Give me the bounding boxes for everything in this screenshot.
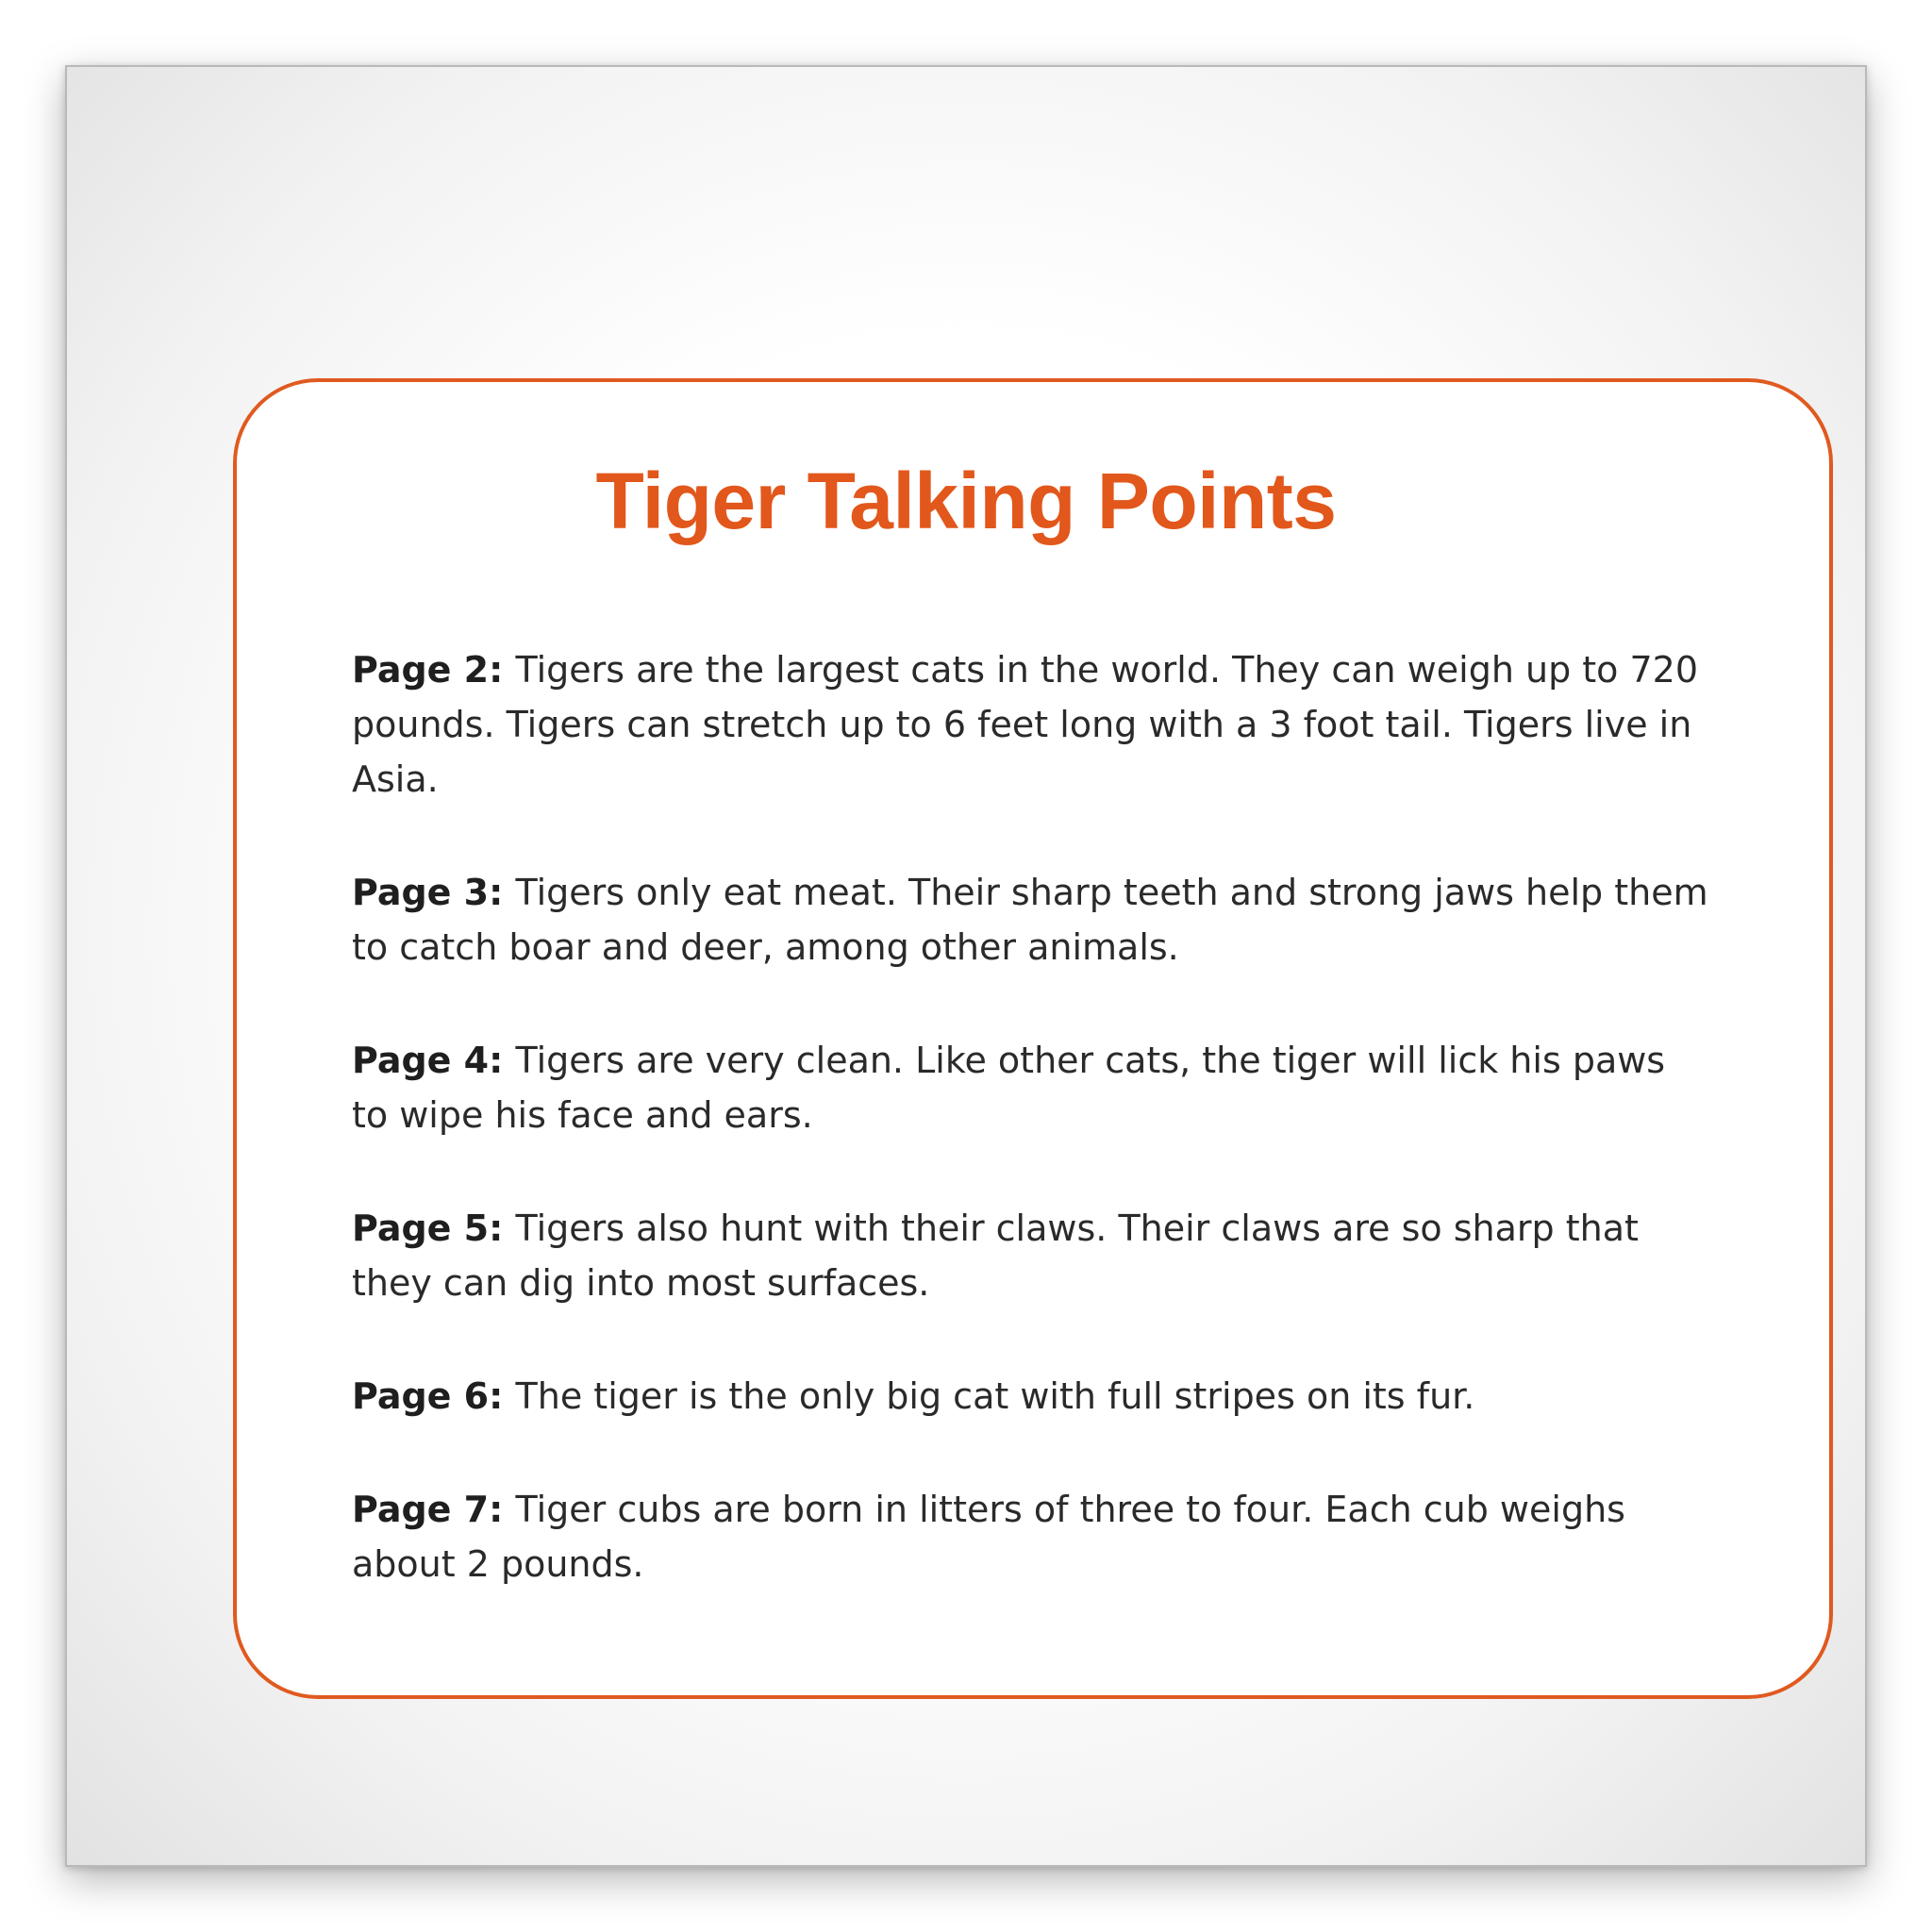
page-label: Page 3: [352, 872, 516, 913]
talking-point [352, 1369, 1710, 1424]
page-title: Tiger Talking Points [595, 457, 1337, 545]
page-label: Page 6: [352, 1375, 516, 1417]
point-text: Tiger cubs are born in litters of three to four. Each cub weighs about 2 pounds. [352, 1489, 1625, 1585]
page-label: Page 2: [352, 649, 516, 691]
point-text: Tigers only eat meat. Their sharp teeth and strong jaws help them to catch boar and deer, among other animals. [352, 872, 1708, 968]
page-label: Page 7: [352, 1489, 516, 1530]
talking-point [352, 1482, 1710, 1591]
point-text: The tiger is the only big cat with full stripes on its fur. [515, 1375, 1475, 1417]
talking-points-list [352, 642, 1710, 1650]
document-page [65, 65, 1867, 1867]
page-label: Page 4: [352, 1040, 516, 1081]
point-text: Tigers are very clean. Like other cats, the tiger will lick his paws to wipe his face and ears. [352, 1040, 1666, 1136]
talking-point [352, 1033, 1710, 1142]
talking-point [352, 865, 1710, 974]
point-text: Tigers also hunt with their claws. Their claws are so sharp that they can dig into most surfaces. [352, 1208, 1639, 1304]
point-text: Tigers are the largest cats in the world. They can weigh up to 720 pounds. Tigers can stretch up to 6 feet long with a 3 foot tail. Tigers live in Asia. [352, 649, 1699, 800]
talking-point [352, 642, 1710, 807]
talking-point [352, 1201, 1710, 1310]
page-label: Page 5: [352, 1208, 516, 1249]
